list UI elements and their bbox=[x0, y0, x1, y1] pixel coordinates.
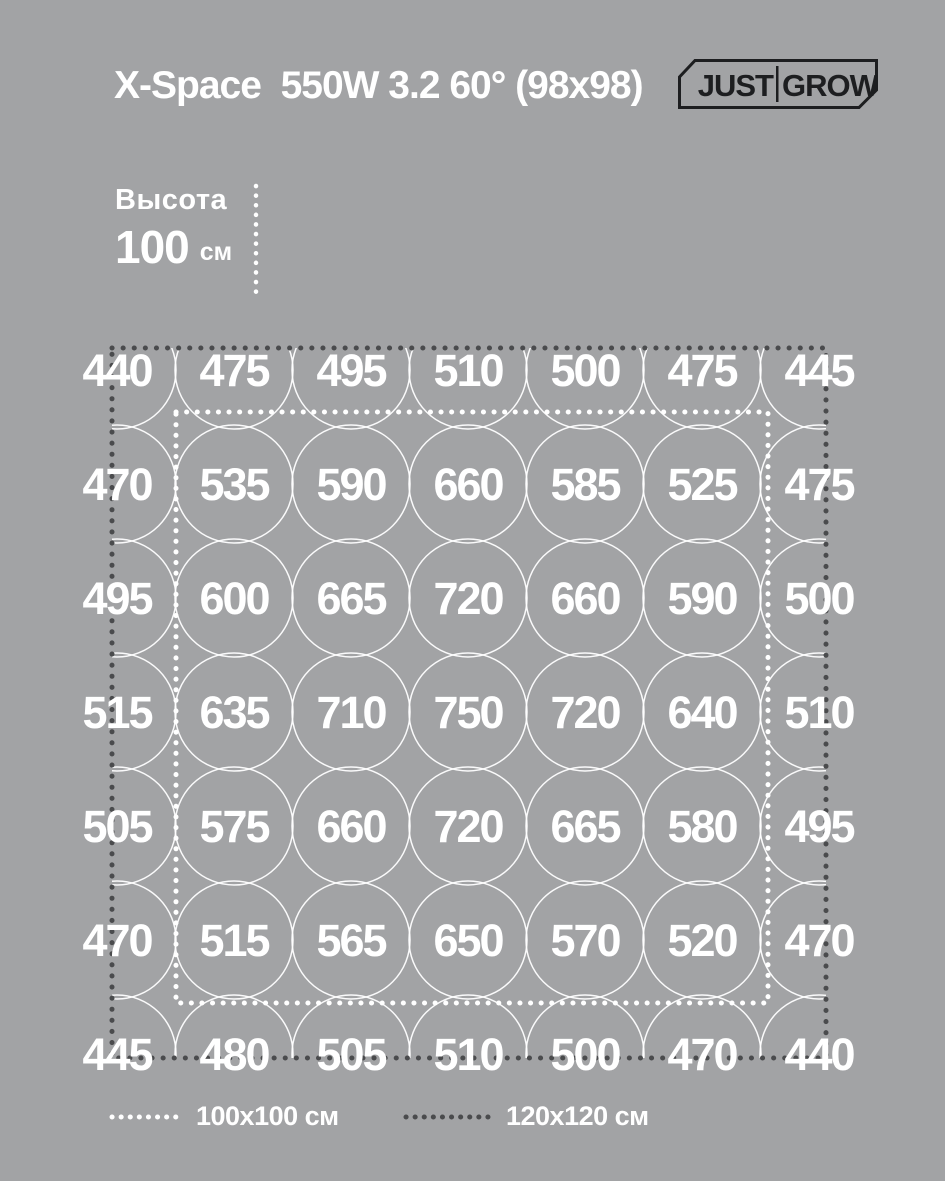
ppfd-value: 480 bbox=[199, 1029, 269, 1080]
ppfd-value: 515 bbox=[199, 915, 269, 966]
ppfd-value: 660 bbox=[316, 801, 386, 852]
ppfd-value: 500 bbox=[550, 345, 620, 396]
ppfd-value: 500 bbox=[550, 1029, 620, 1080]
ppfd-value: 650 bbox=[433, 915, 503, 966]
ppfd-value: 640 bbox=[667, 687, 737, 738]
height-caption: Высота bbox=[115, 184, 228, 216]
ppfd-value: 720 bbox=[550, 687, 620, 738]
ppfd-value: 570 bbox=[550, 915, 620, 966]
ppfd-value: 635 bbox=[199, 687, 269, 738]
ppfd-value: 475 bbox=[784, 459, 854, 510]
ppfd-value: 495 bbox=[316, 345, 386, 396]
ppfd-value: 665 bbox=[316, 573, 386, 624]
ppfd-value: 535 bbox=[199, 459, 269, 510]
ppfd-value: 600 bbox=[199, 573, 269, 624]
ppfd-value: 445 bbox=[784, 345, 854, 396]
ppfd-value: 475 bbox=[199, 345, 269, 396]
ppfd-value: 445 bbox=[82, 1029, 152, 1080]
ppfd-value: 750 bbox=[433, 687, 503, 738]
ppfd-value: 710 bbox=[316, 687, 386, 738]
ppfd-value: 510 bbox=[433, 1029, 503, 1080]
page-title: X-Space 550W 3.2 60° (98x98) bbox=[114, 64, 643, 107]
ppfd-value: 500 bbox=[784, 573, 854, 624]
ppfd-value: 575 bbox=[199, 801, 269, 852]
legend-label-100: 100x100 см bbox=[196, 1101, 339, 1131]
ppfd-value: 495 bbox=[82, 573, 152, 624]
ppfd-value: 440 bbox=[82, 345, 152, 396]
ppfd-value: 505 bbox=[82, 801, 152, 852]
logo-text-grow: GROW bbox=[782, 68, 878, 103]
ppfd-value: 475 bbox=[667, 345, 737, 396]
ppfd-value: 510 bbox=[784, 687, 854, 738]
ppfd-value: 720 bbox=[433, 573, 503, 624]
ppfd-value: 515 bbox=[82, 687, 152, 738]
ppfd-value: 590 bbox=[667, 573, 737, 624]
logo-text-just: JUST bbox=[697, 68, 773, 103]
ppfd-value: 510 bbox=[433, 345, 503, 396]
ppfd-value: 585 bbox=[550, 459, 620, 510]
legend-label-120: 120x120 см bbox=[506, 1101, 649, 1131]
ppfd-value: 470 bbox=[784, 915, 854, 966]
ppfd-value: 660 bbox=[550, 573, 620, 624]
ppfd-value: 660 bbox=[433, 459, 503, 510]
ppfd-value: 505 bbox=[316, 1029, 386, 1080]
height-unit: см bbox=[199, 238, 233, 266]
ppfd-value: 470 bbox=[82, 459, 152, 510]
ppfd-value: 720 bbox=[433, 801, 503, 852]
ppfd-value: 580 bbox=[667, 801, 737, 852]
ppfd-value: 440 bbox=[784, 1029, 854, 1080]
ppfd-value: 565 bbox=[316, 915, 386, 966]
ppfd-value: 525 bbox=[667, 459, 737, 510]
ppfd-value: 665 bbox=[550, 801, 620, 852]
ppfd-value: 520 bbox=[667, 915, 737, 966]
ppfd-value: 470 bbox=[667, 1029, 737, 1080]
height-value: 100 bbox=[115, 221, 189, 273]
ppfd-value: 470 bbox=[82, 915, 152, 966]
ppfd-value: 590 bbox=[316, 459, 386, 510]
ppfd-value: 495 bbox=[784, 801, 854, 852]
